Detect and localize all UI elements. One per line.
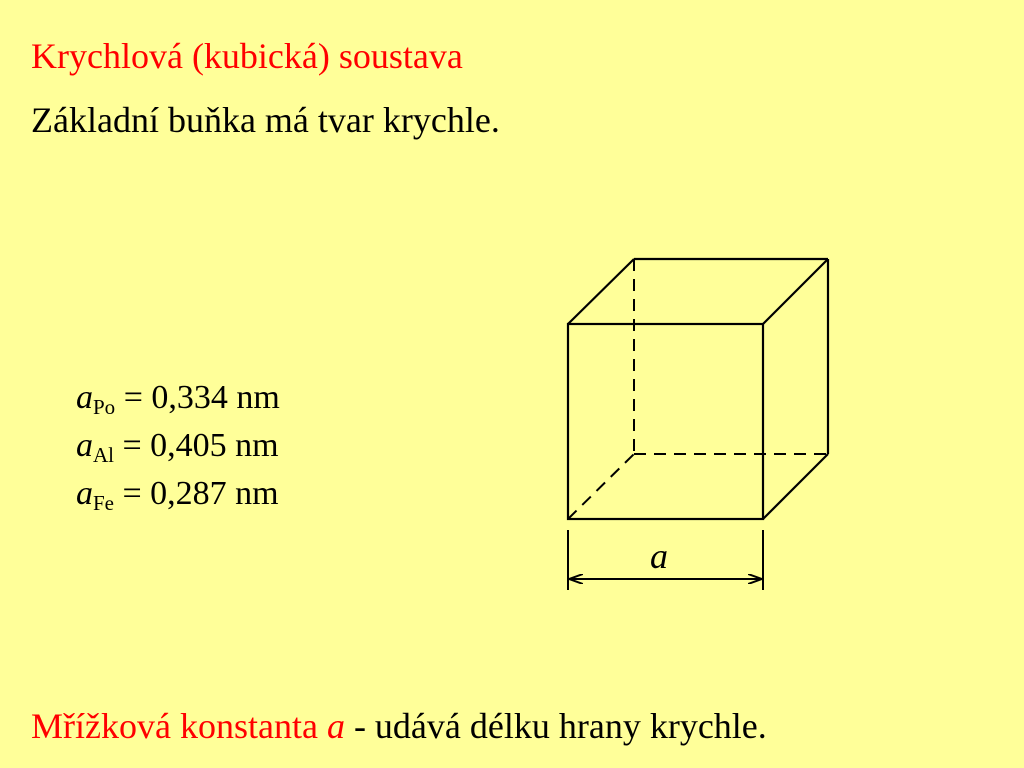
- element-subscript: Po: [93, 395, 116, 419]
- edge-length-label: a: [650, 536, 668, 576]
- constant-value: = 0,405 nm: [122, 427, 279, 464]
- lattice-constant-po: [76, 374, 280, 422]
- constant-value: = 0,287 nm: [122, 475, 279, 512]
- cube-diagram: [540, 240, 860, 600]
- lattice-constant-fe: [76, 470, 280, 518]
- lattice-constant-al: [76, 422, 280, 470]
- slide-title: Krychlová (kubická) soustava: [31, 36, 463, 76]
- constant-value: = 0,334 nm: [123, 379, 280, 416]
- cube-visible-edges: [568, 259, 828, 519]
- constant-symbol: a: [76, 475, 93, 512]
- lattice-constants-list: [76, 374, 280, 518]
- constant-symbol: a: [76, 379, 93, 416]
- footer-symbol: a: [326, 706, 345, 746]
- element-subscript: Fe: [93, 491, 114, 515]
- footer-definition: [31, 704, 767, 748]
- footer-term: Mřížková konstanta: [31, 706, 318, 746]
- constant-symbol: a: [76, 427, 93, 464]
- footer-text: - udává délku hrany krychle.: [353, 706, 767, 746]
- slide-subtitle: Základní buňka má tvar krychle.: [31, 100, 500, 140]
- cube-drawing: [540, 240, 860, 600]
- cube-edge: [763, 454, 828, 519]
- cube-edge: [568, 259, 634, 324]
- element-subscript: Al: [93, 443, 114, 467]
- cube-edge: [763, 259, 828, 324]
- cube-hidden-edge: [568, 454, 634, 519]
